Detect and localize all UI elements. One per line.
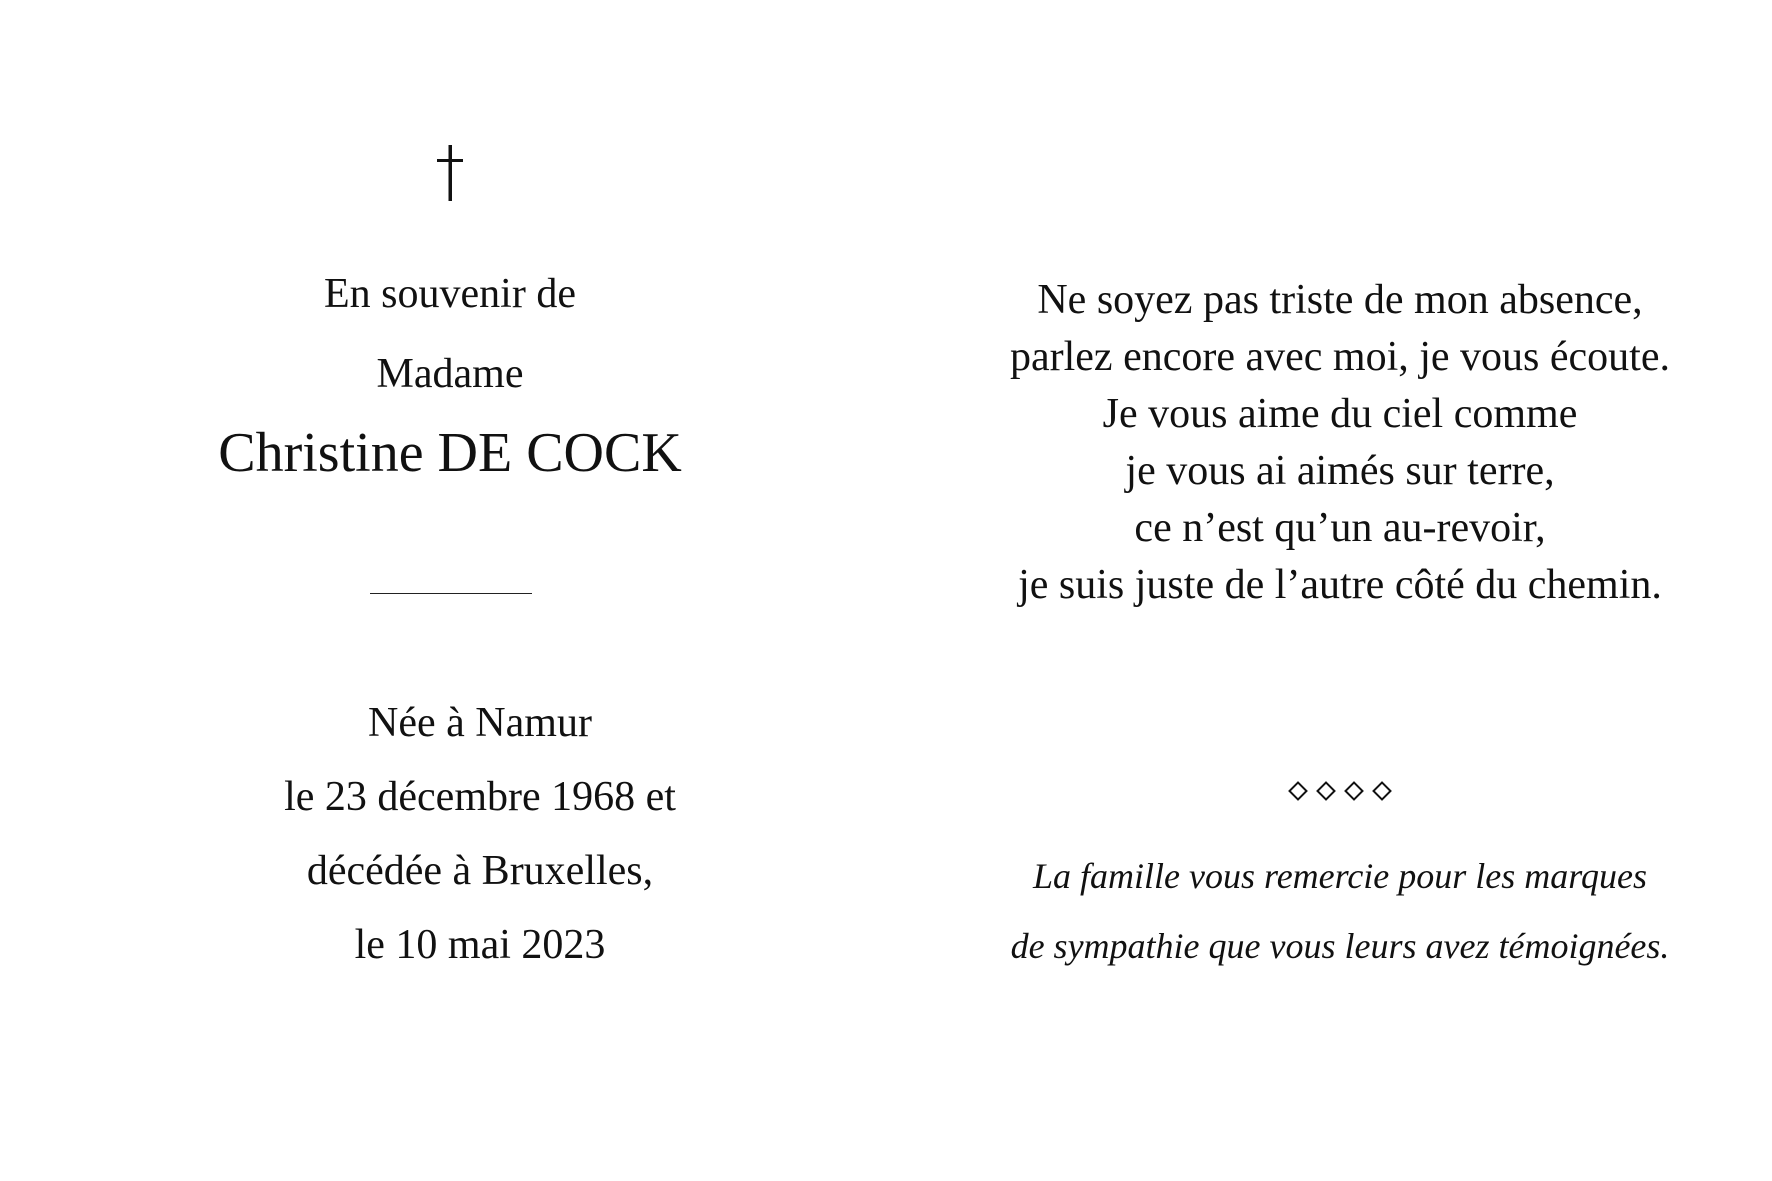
- diamond-icon: [1288, 781, 1308, 801]
- birth-line-1: Née à Namur: [368, 700, 592, 746]
- intro-text: En souvenir de: [324, 271, 576, 317]
- deceased-name: Christine DE COCK: [218, 422, 682, 484]
- poem: [930, 272, 1750, 614]
- diamond-icon: [1372, 781, 1392, 801]
- diamond-icon: [1316, 781, 1336, 801]
- death-line-2: le 10 mai 2023: [354, 922, 606, 968]
- diamond-icon: [1344, 781, 1364, 801]
- poem-line: je suis juste de l’autre côté du chemin.: [1018, 562, 1662, 608]
- poem-line: Je vous aime du ciel comme: [1102, 391, 1578, 437]
- cross-icon: [130, 145, 770, 205]
- poem-line: je vous ai aimés sur terre,: [1125, 448, 1555, 494]
- left-panel: [130, 0, 770, 1181]
- poem-line: ce n’est qu’un au-revoir,: [1134, 505, 1546, 551]
- honorific-text: Madame: [376, 351, 524, 397]
- poem-line: Ne soyez pas triste de mon absence,: [1037, 277, 1643, 323]
- right-panel: [930, 0, 1750, 1181]
- birth-line-2: le 23 décembre 1968 et: [284, 774, 676, 820]
- death-line-1: décédée à Bruxelles,: [306, 848, 654, 894]
- thanks-line-1: La famille vous remercie pour les marques: [1033, 856, 1647, 896]
- thanks-line-2: de sympathie que vous leurs avez témoignées.: [1010, 926, 1670, 966]
- divider-line: [370, 593, 532, 594]
- diamond-ornament-icon: [930, 784, 1750, 798]
- poem-line: parlez encore avec moi, je vous écoute.: [1009, 334, 1670, 380]
